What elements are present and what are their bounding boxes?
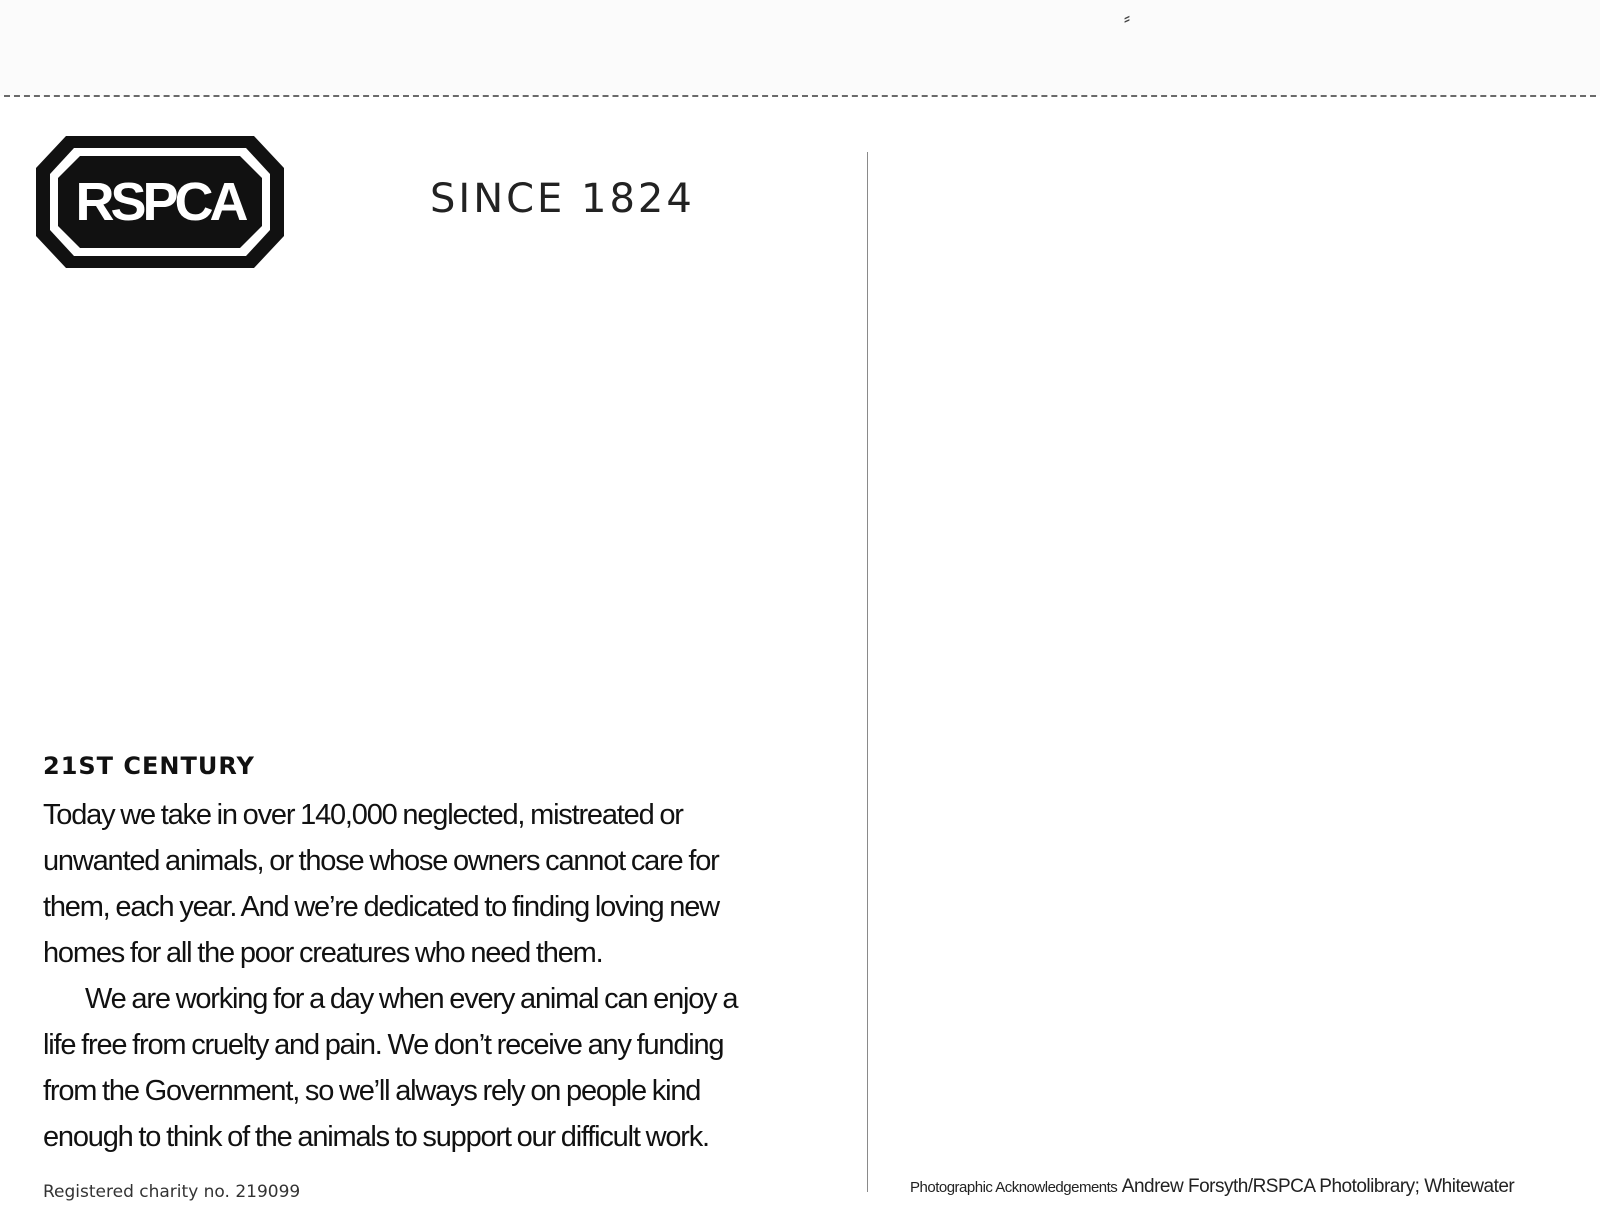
perforation-line [4, 95, 1596, 97]
photo-acknowledgements [910, 1176, 1514, 1198]
section-heading: 21ST CENTURY [43, 752, 255, 780]
since-year: SINCE 1824 [430, 176, 695, 222]
ack-credits: Andrew Forsyth/RSPCA Photolibrary; Whitewater [1121, 1176, 1515, 1197]
paragraph-2: We are working for a day when every animal can enjoy a life free from cruelty and pain. We don’t receive any funding from the Government, so we’ll always rely on people kind enough to think of the animals to support our difficult work. [43, 983, 738, 1153]
ink-speck-icon: ⸗ [1124, 8, 1130, 28]
address-divider [867, 152, 868, 1192]
text-section [43, 752, 773, 1160]
rspca-logo-text: RSPCA [75, 172, 245, 232]
paragraph-1: Today we take in over 140,000 neglected, mistreated or unwanted animals, or those whose owners cannot care for them, each year. And we’re dedicated to finding loving new homes for all the poor creatures who need them. [43, 799, 719, 969]
charity-number: Registered charity no. 219099 [43, 1182, 301, 1202]
rspca-logo-mark [34, 134, 286, 270]
rspca-logo [34, 134, 286, 270]
ack-label: Photographic Acknowledgements [910, 1179, 1118, 1196]
postcard-top-strip [0, 0, 1600, 96]
